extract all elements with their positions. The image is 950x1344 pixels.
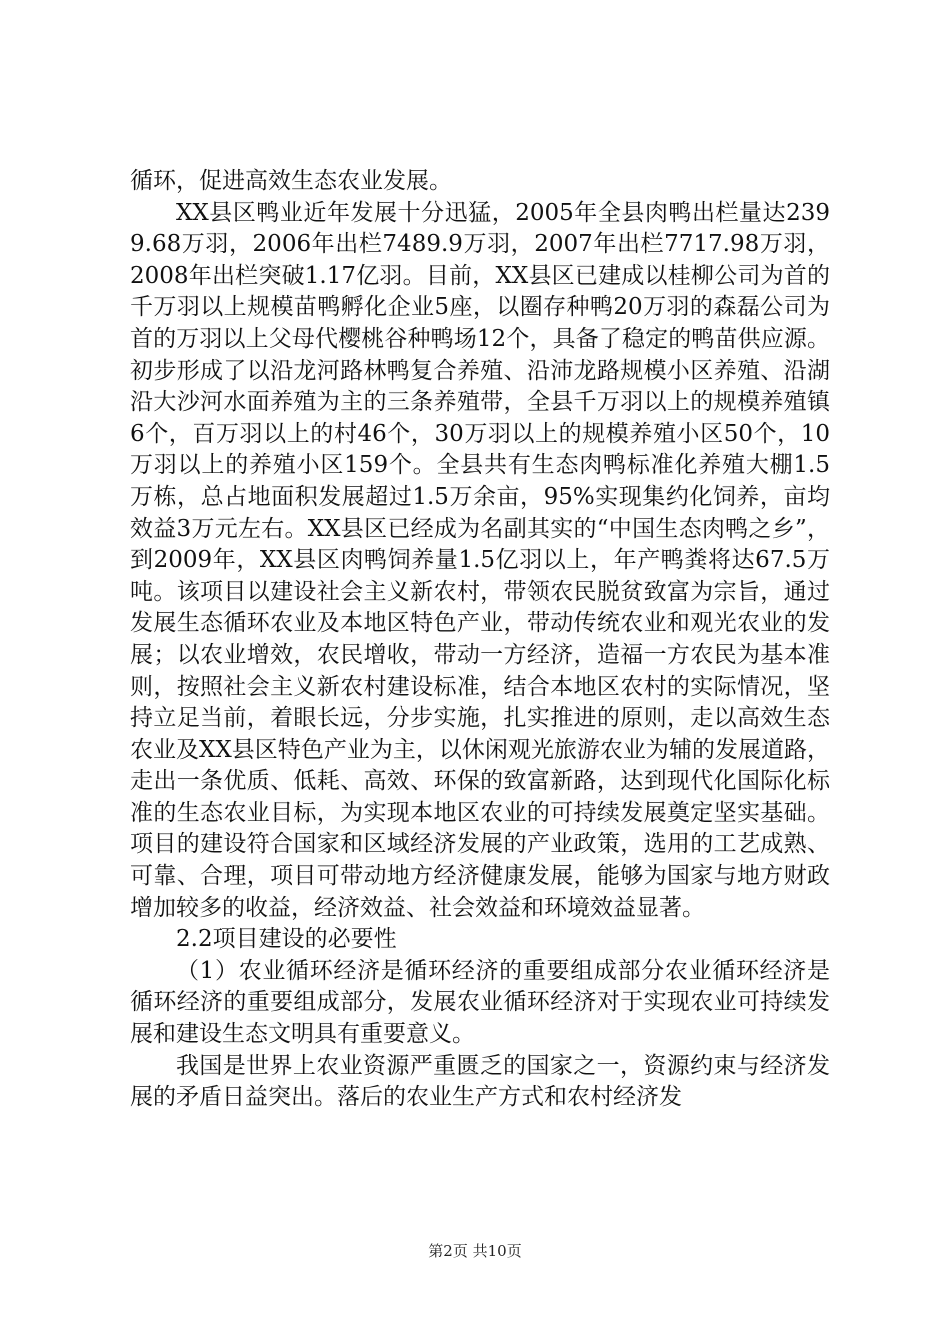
paragraph-continuation: 循环，促进高效生态农业发展。	[130, 168, 452, 194]
paragraph-circular-economy: （1）农业循环经济是循环经济的重要组成部分农业循环经济是循环经济的重要组成部分，发展农业循环经济对于实现农业可持续发展和建设生态文明具有重要意义。	[130, 957, 830, 1048]
section-heading: 2.2项目建设的必要性	[176, 926, 397, 953]
document-body	[130, 166, 830, 1114]
paragraph-duck-industry: XX县区鸭业近年发展十分迅猛，2005年全县肉鸭出栏量达2399.68万羽，2006年出栏7489.9万羽，2007年出栏7717.98万羽，2008年出栏突破1.17亿羽。目前，XX县区已建成以桂柳公司为首的千万羽以上规模苗鸭孵化企业5座，以圈存种鸭20万羽的森磊公司为首的万羽以上父母代樱桃谷种鸭场12个，具备了稳定的鸭苗供应源。初步形成了以沿龙河路林鸭复合养殖、沿沛龙路规模小区养殖、沿湖沿大沙河水面养殖为主的三条养殖带，全县千万羽以上的规模养殖镇6个，百万羽以上的村46个，30万羽以上的规模养殖小区50个，10万羽以上的养殖小区159个。全县共有生态肉鸭标准化养殖大棚1.5万栋，总占地面积发展超过1.5万余亩，95%实现集约化饲养，亩均效益3万元左右。XX县区已经成为名副其实的“中国生态肉鸭之乡”，到2009年，XX县区肉鸭饲养量1.5亿羽以上，年产鸭粪将达67.5万吨。该项目以建设社会主义新农村，带领农民脱贫致富为宗旨，通过发展生态循环农业及本地区特色产业，带动传统农业和观光农业的发展；以农业增效，农民增收，带动一方经济，造福一方农民为基本准则，按照社会主义新农村建设标准，结合本地区农村的实际情况，坚持立足当前，着眼长远，分步实施，扎实推进的原则，走以高效生态农业及XX县区特色产业为主，以休闲观光旅游农业为辅的发展道路，走出一条优质、低耗、高效、环保的致富新路，达到现代化国际化标准的生态农业目标，为实现本地区农业的可持续发展奠定坚实基础。项目的建设符合国家和区域经济发展的产业政策，选用的工艺成熟、可靠、合理，项目可带动地方经济健康发展，能够为国家与地方财政增加较多的收益，经济效益、社会效益和环境效益显著。	[130, 199, 830, 921]
paragraph-resources: 我国是世界上农业资源严重匮乏的国家之一，资源约束与经济发展的矛盾日益突出。落后的农业生产方式和农村经济发	[130, 1052, 830, 1111]
page-number-footer: 第2页 共10页	[428, 1242, 522, 1260]
